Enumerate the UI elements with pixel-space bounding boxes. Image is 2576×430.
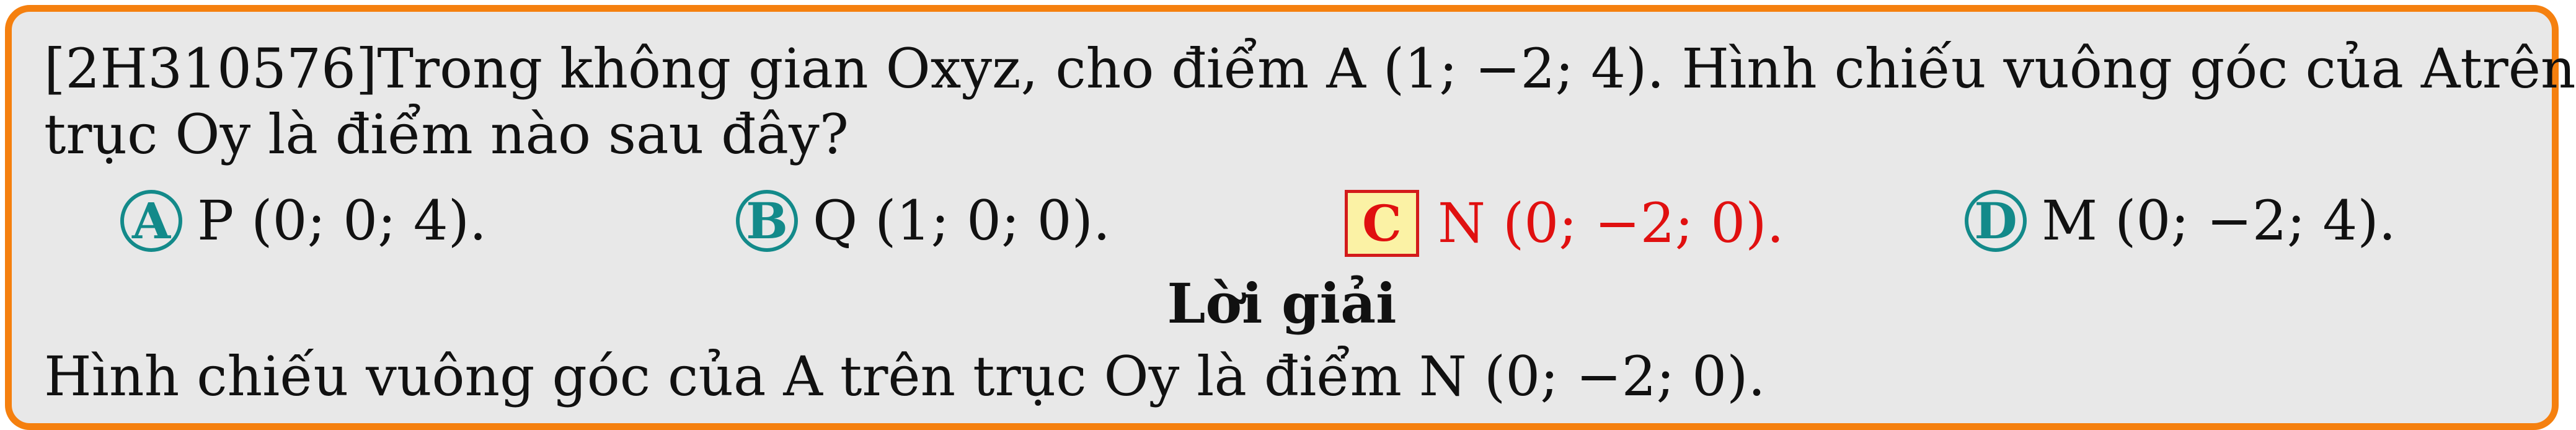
question-card (5, 5, 2576, 430)
option-d-text: M (0; −2; 4). (2042, 189, 2396, 253)
option-b[interactable] (736, 190, 1110, 252)
option-b-badge: B (736, 190, 798, 252)
option-c[interactable] (1345, 190, 1784, 257)
question-line-1 (44, 37, 2576, 101)
option-c-badge-correct: C (1345, 190, 1419, 257)
solution-heading: Lời giải (1167, 271, 1397, 336)
option-a[interactable] (120, 190, 487, 252)
solution-text-content: Hình chiếu vuông góc của A trên trục Oy là điểm N (0; −2; 0). (44, 344, 1766, 408)
option-d-badge: D (1965, 190, 2027, 252)
option-d[interactable] (1965, 190, 2396, 252)
solution-text (44, 346, 2515, 408)
option-b-text: Q (1; 0; 0). (813, 189, 1110, 253)
question-text-part-1: [2H310576]Trong không gian Oxyz, cho điểm A (1; −2; 4). Hình chiếu vuông góc của A (44, 37, 2461, 101)
question-text-part-2: trên (2460, 37, 2576, 101)
question-line-2 (44, 104, 2515, 166)
option-a-text: P (0; 0; 4). (197, 189, 487, 253)
answer-options (12, 190, 2552, 258)
option-a-badge: A (120, 190, 182, 252)
option-c-text: N (0; −2; 0). (1438, 191, 1784, 255)
question-text-part-3: trục Oy là điểm nào sau đây? (44, 102, 849, 166)
